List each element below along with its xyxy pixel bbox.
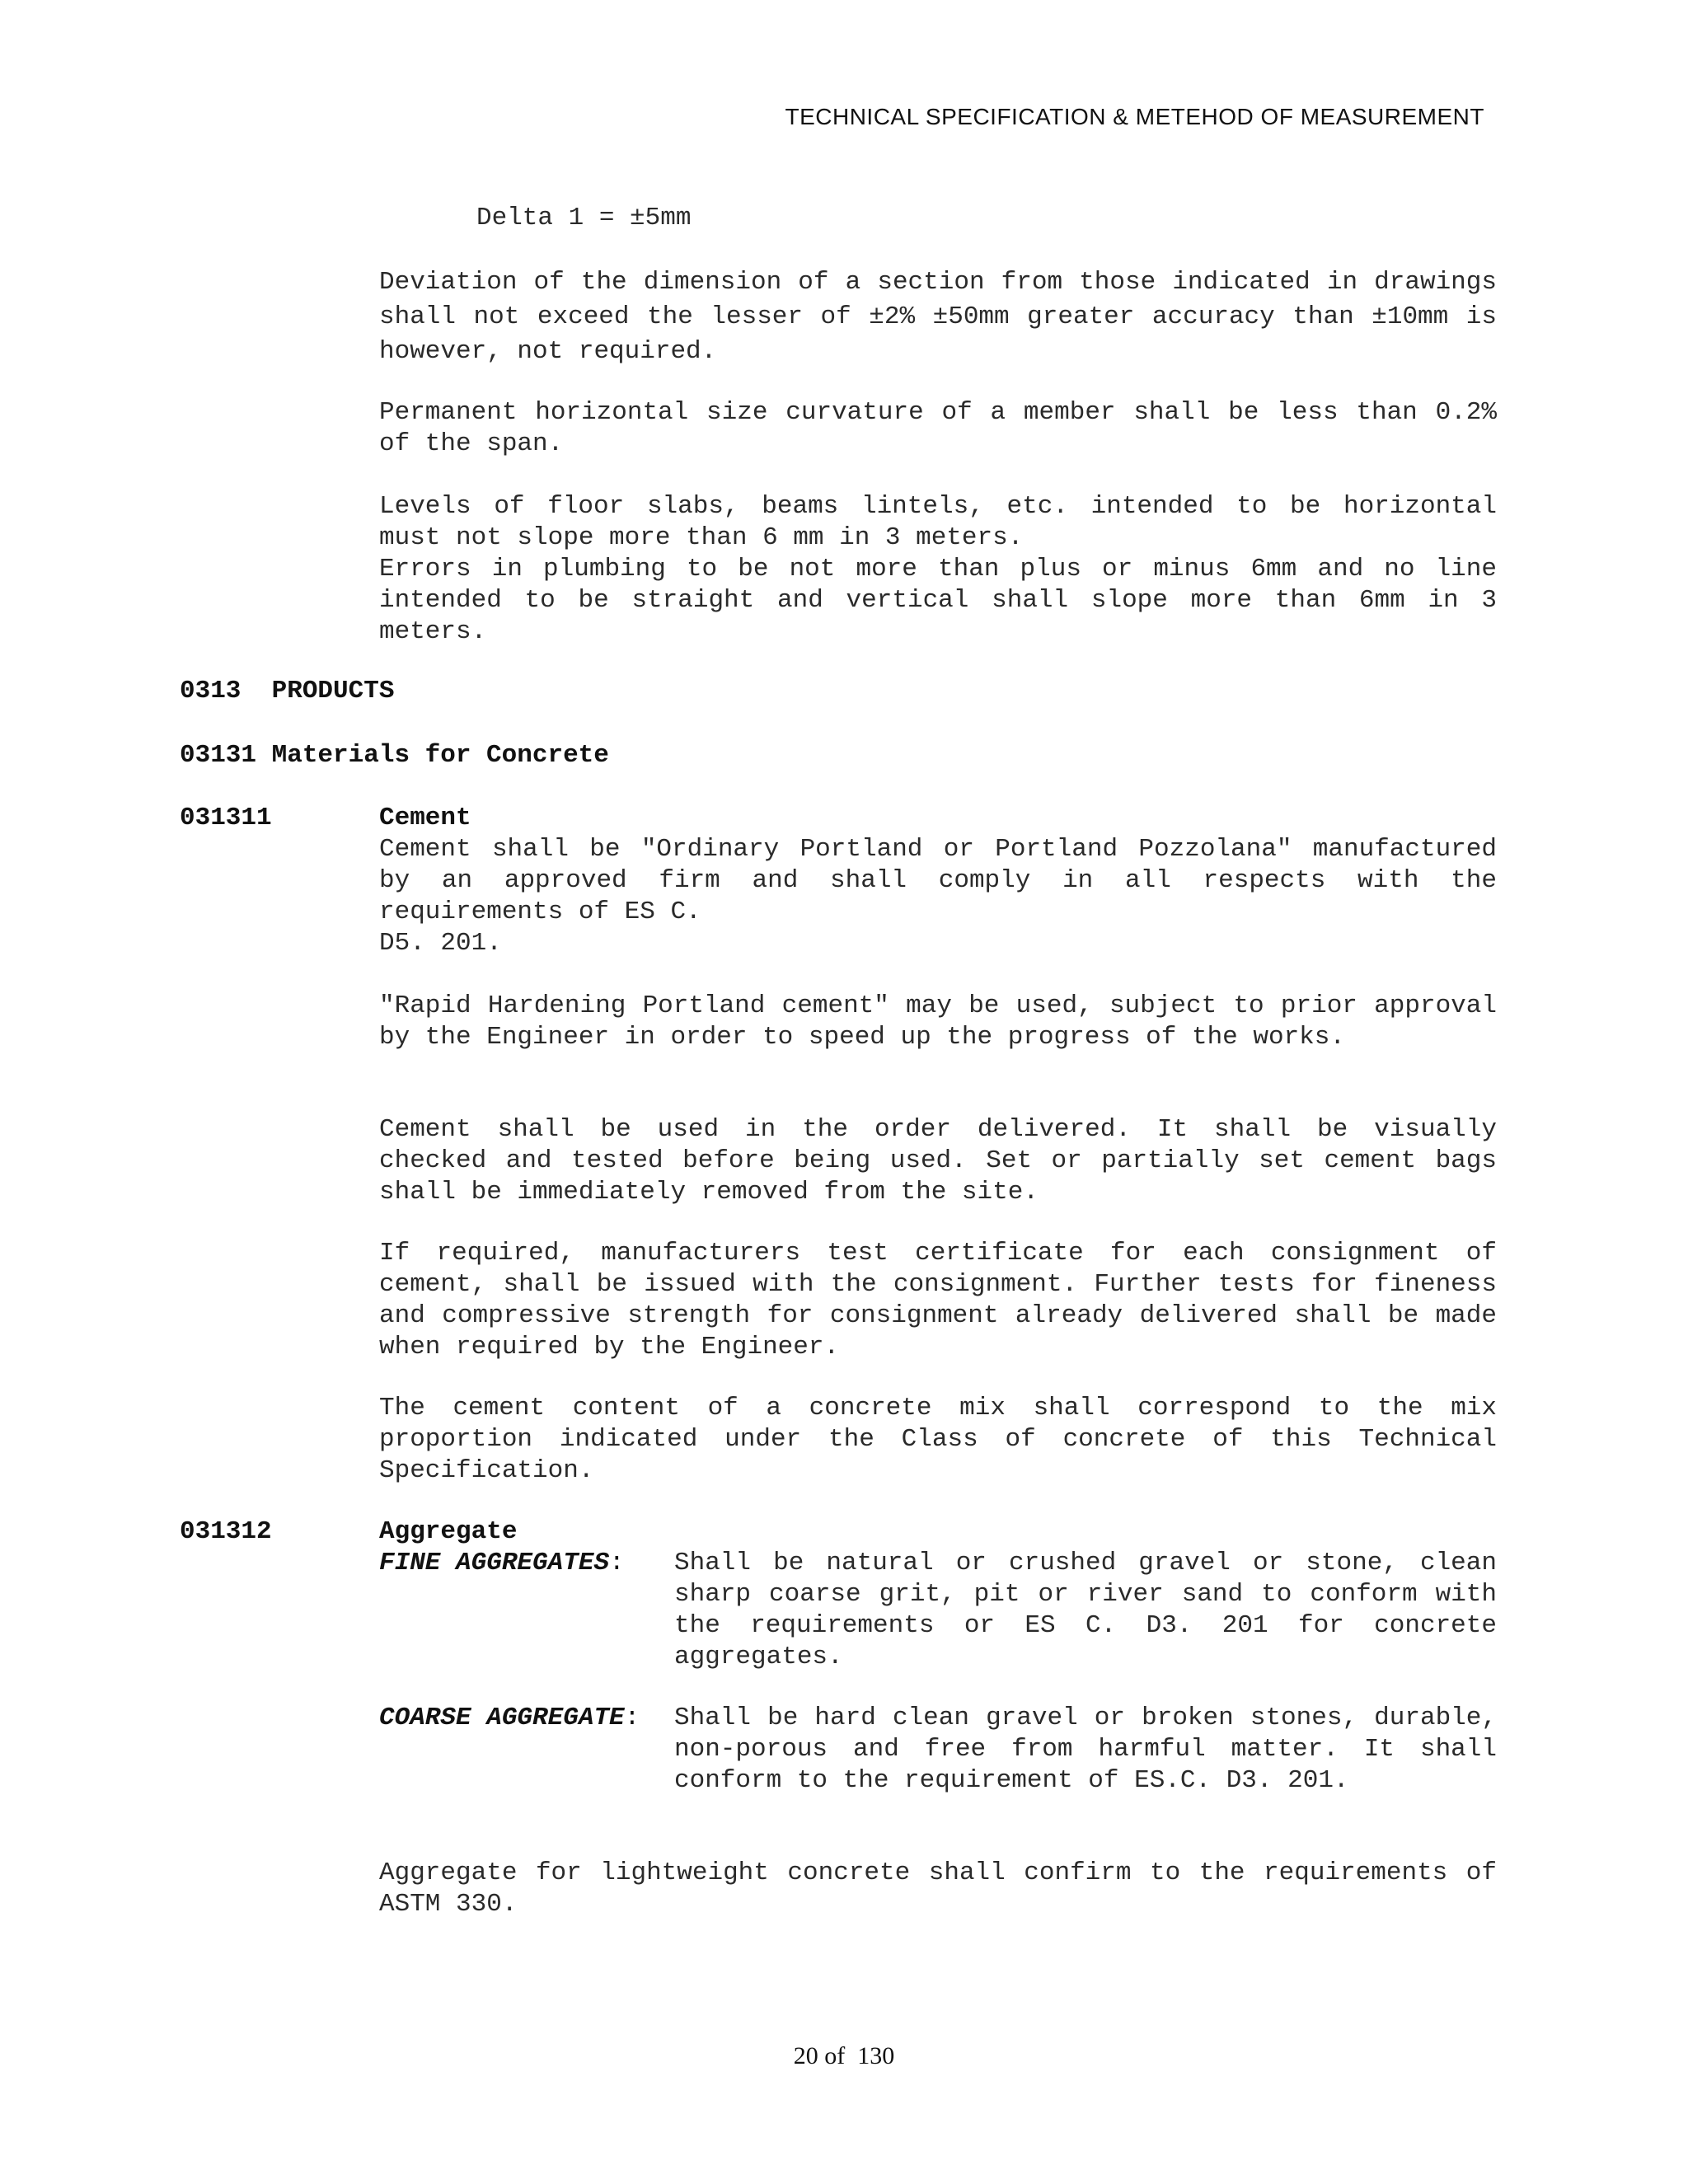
paragraph-test-certificate [379,1238,1497,1363]
paragraph-rapid-hardening [379,991,1497,1053]
paragraph-cement-order [379,1114,1497,1208]
paragraph-text: Levels of floor slabs, beams lintels, etc. intended to be horizontal must not slope more than 6 mm in 3 meters. [379,492,1497,552]
fine-aggregates-label-text: FINE AGGREGATES [379,1549,610,1577]
paragraph-text: If required, manufacturers test certificate for each consignment of cement, shall be issued with the consignment. Further tests for fineness and compressive strength for consignment already delivered shall be made when required by the Engineer. [379,1239,1497,1361]
paragraph-curvature [379,397,1497,460]
paragraph-levels [379,491,1497,648]
paragraph-text: Permanent horizontal size curvature of a member shall be less than 0.2% of the span. [379,398,1497,458]
section-heading-products: 0313 PRODUCTS [180,677,395,705]
total-pages: 130 [857,2042,895,2069]
fine-aggregates-label: FINE AGGREGATES: [379,1549,625,1577]
paragraph-text: Errors in plumbing to be not more than plus or minus 6mm and no line intended to be straight and vertical shall slope more than 6mm in 3 meters. [379,555,1497,646]
paragraph-text: The cement content of a concrete mix shall correspond to the mix proportion indicated under the Class of concrete of this Technical Specification. [379,1394,1497,1485]
page-of-word: of [824,2042,846,2069]
current-page: 20 [793,2042,818,2069]
clause-title-cement: Cement [379,804,471,832]
coarse-aggregate-text [674,1703,1497,1797]
paragraph-text: Deviation of the dimension of a section from those indicated in drawings shall not exceed the lesser of ±2% ±50mm greater accuracy than ±10mm is however, not required. [379,268,1497,366]
clause-title-aggregate: Aggregate [379,1517,518,1546]
paragraph-text: Cement shall be used in the order delivered. It shall be visually checked and tested before being used. Set or partially set cement bags shall be immediately removed from the site. [379,1115,1497,1207]
paragraph-cement-type [379,834,1497,959]
coarse-aggregate-label-text: COARSE AGGREGATE [379,1704,625,1732]
page-header-title: TECHNICAL SPECIFICATION & METEHOD OF MEASUREMENT [785,104,1484,129]
coarse-aggregate-label: COARSE AGGREGATE: [379,1704,640,1732]
paragraph-text: Aggregate for lightweight concrete shall confirm to the requirements of ASTM 330. [379,1858,1497,1919]
clause-code-cement: 031311 [180,804,272,832]
page-number-footer [0,2042,1688,2070]
paragraph-text: D5. 201. [379,929,502,958]
paragraph-text: "Rapid Hardening Portland cement" may be used, subject to prior approval by the Engineer in order to speed up the progress of the works. [379,991,1497,1052]
delta-tolerance: Delta 1 = ±5mm [476,204,692,232]
paragraph-text: Shall be hard clean gravel or broken stones, durable, non-porous and free from harmful matter. It shall conform to the requirement of ES.C. D3. 201. [674,1704,1497,1795]
paragraph-lightweight-aggregate [379,1858,1497,1920]
section-heading-materials: 03131 Materials for Concrete [180,741,609,770]
clause-code-aggregate: 031312 [180,1517,272,1546]
fine-aggregates-text [674,1548,1497,1673]
paragraph-text: Shall be natural or crushed gravel or stone, clean sharp coarse grit, pit or river sand to conform with the requirements or ES C. D3. 201 for concrete aggregates. [674,1549,1497,1671]
paragraph-text: Cement shall be "Ordinary Portland or Portland Pozzolana" manufactured by an approved firm and shall comply in all respects with the requirements of ES C. [379,835,1497,926]
paragraph-dimension-deviation [379,265,1497,369]
paragraph-cement-content [379,1393,1497,1487]
